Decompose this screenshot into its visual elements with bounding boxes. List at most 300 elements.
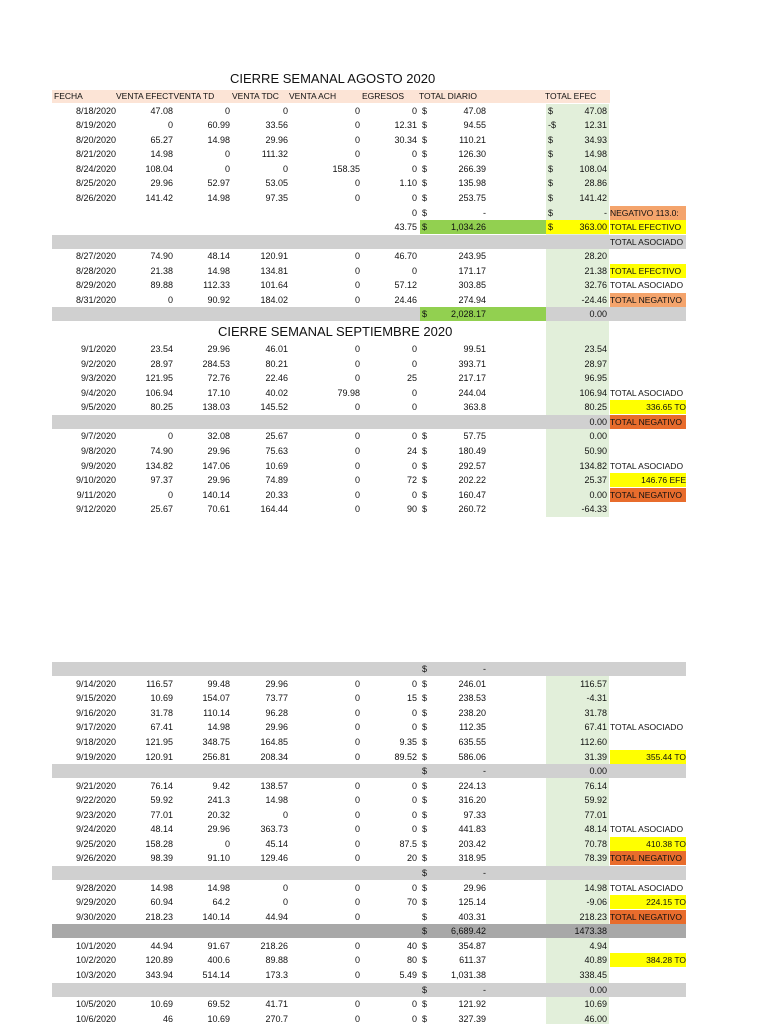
summary-note: TOTAL ASOCIADO	[610, 461, 684, 471]
cell-total-diario: 180.49	[458, 446, 486, 456]
cell-total-efec: 59.92	[584, 795, 607, 805]
cell-egresos: 46.70	[394, 251, 417, 261]
cell-fecha: 9/26/2020	[75, 853, 116, 863]
summary-note: TOTAL NEGATIVO	[610, 293, 686, 307]
cell-total-efec: 14.98	[584, 149, 607, 159]
cell-venta-efec: 44.94	[150, 941, 173, 951]
cell-total-efec: 40.89	[584, 955, 607, 965]
table-row	[0, 939, 768, 953]
cell-total-diario: 99.51	[463, 344, 486, 354]
summary-note: TOTAL ASOCIADO	[610, 388, 684, 398]
cell-venta-ach: 0	[354, 120, 360, 130]
september-title: CIERRE SEMANAL SEPTIEMBRE 2020	[218, 324, 453, 339]
cell-egresos: 0	[411, 722, 417, 732]
cell-total-efec: 363.00	[579, 222, 607, 232]
cell-fecha: 9/2/2020	[80, 359, 116, 369]
cell-fecha: 9/10/2020	[75, 475, 116, 485]
cell-total-efec: 32.76	[584, 280, 607, 290]
cell-venta-ach: 0	[354, 839, 360, 849]
cell-egresos: 9.35	[399, 737, 417, 747]
cell-venta-efec: 14.98	[150, 883, 173, 893]
cell-total-diario: 327.39	[458, 1014, 486, 1024]
cell-venta-tdc: 41.71	[265, 999, 288, 1009]
cell-dollar-sign: $	[422, 106, 428, 116]
cell-venta-tdc: 33.56	[265, 120, 288, 130]
cell-venta-efec: 89.88	[150, 280, 173, 290]
cell-venta-ach: 0	[354, 912, 360, 922]
cell-venta-efec: 10.69	[150, 999, 173, 1009]
cell-venta-tdc: 120.91	[260, 251, 288, 261]
cell-venta-tdc: 29.96	[265, 722, 288, 732]
cell-dollar-sign: $	[422, 708, 428, 718]
table-row	[0, 249, 768, 263]
cell-venta-ach: 0	[354, 193, 360, 203]
cell-dollar-sign: $	[422, 446, 428, 456]
cell-fecha: 8/28/2020	[75, 266, 116, 276]
cell-total-efec: 28.86	[584, 178, 607, 188]
cell-total-efec: 1473.38	[574, 926, 607, 936]
cell-venta-ach: 0	[354, 897, 360, 907]
table-row	[0, 357, 768, 371]
cell-venta-ach: 79.98	[337, 388, 360, 398]
cell-fecha: 8/27/2020	[75, 251, 116, 261]
cell-venta-efec: 21.38	[150, 266, 173, 276]
cell-venta-td: 154.07	[202, 693, 230, 703]
cell-fecha: 10/2/2020	[75, 955, 116, 965]
blank-gap	[546, 517, 609, 662]
cell-fecha: 8/24/2020	[75, 164, 116, 174]
cell-venta-efec: 48.14	[150, 824, 173, 834]
cell-venta-tdc: 111.32	[261, 149, 288, 159]
cell-egresos: 70	[406, 897, 417, 907]
cell-dollar-sign: $	[422, 504, 428, 514]
cell-egresos: 1.10	[399, 178, 417, 188]
cell-venta-efec: 67.41	[150, 722, 173, 732]
cell-venta-tdc: 53.05	[265, 178, 288, 188]
cell-egresos: 87.5	[399, 839, 417, 849]
cell-total-efec: -4.31	[586, 693, 607, 703]
cell-venta-ach: 0	[354, 737, 360, 747]
cell-egresos: 0	[411, 359, 417, 369]
cell-dollar-sign: $	[422, 737, 428, 747]
cell-venta-td: 0	[224, 106, 230, 116]
summary-note: TOTAL ASOCIADO	[610, 237, 684, 247]
cell-venta-ach: 0	[354, 708, 360, 718]
cell-venta-td: 138.03	[202, 402, 230, 412]
cell-fecha: 10/3/2020	[75, 970, 116, 980]
cell-venta-ach: 0	[354, 970, 360, 980]
cell-fecha: 8/20/2020	[75, 135, 116, 145]
cell-total-diario: -	[483, 208, 486, 218]
cell-dollar-sign: $	[422, 193, 428, 203]
cell-venta-ach: 0	[354, 679, 360, 689]
table-row	[0, 191, 768, 205]
august-title: CIERRE SEMANAL AGOSTO 2020	[230, 71, 436, 86]
cell-venta-td: 14.98	[207, 722, 230, 732]
cell-fecha: 9/9/2020	[80, 461, 116, 471]
cell-venta-ach: 0	[354, 955, 360, 965]
summary-note: 410.38 TO	[610, 837, 686, 851]
cell-venta-td: 48.14	[207, 251, 230, 261]
table-row	[0, 691, 768, 705]
summary-note: TOTAL NEGATIVO	[610, 851, 686, 865]
cell-egresos: 0	[411, 999, 417, 1009]
cell-venta-efec: 31.78	[150, 708, 173, 718]
cell-fecha: 9/23/2020	[75, 810, 116, 820]
cell-total-diario: 274.94	[458, 295, 486, 305]
cell-fecha: 9/17/2020	[75, 722, 116, 732]
cell-venta-tdc: 0	[282, 883, 288, 893]
cell-efec-sign: $	[548, 164, 554, 174]
cell-venta-efec: 97.37	[150, 475, 173, 485]
table-row	[0, 779, 768, 793]
cell-fecha: 8/31/2020	[75, 295, 116, 305]
cell-dollar-sign: $	[422, 722, 428, 732]
cell-venta-efec: 120.91	[145, 752, 173, 762]
cell-total-diario: 393.71	[458, 359, 486, 369]
cell-venta-td: 29.96	[207, 446, 230, 456]
cell-egresos: 0	[411, 679, 417, 689]
cell-total-diario: 1,034.26	[450, 222, 486, 232]
cell-venta-tdc: 208.34	[260, 752, 288, 762]
cell-venta-ach: 0	[354, 781, 360, 791]
cell-dollar-sign: $	[422, 839, 428, 849]
cell-venta-ach: 0	[354, 295, 360, 305]
cell-venta-efec: 120.89	[145, 955, 173, 965]
cell-total-diario: 318.95	[458, 853, 486, 863]
cell-fecha: 8/26/2020	[75, 193, 116, 203]
cell-efec-sign: $	[548, 193, 554, 203]
cell-venta-td: 9.42	[212, 781, 230, 791]
cell-egresos: 0	[411, 164, 417, 174]
summary-note: TOTAL EFECTIVO	[610, 220, 686, 234]
header-total-efec: TOTAL EFEC	[545, 91, 597, 101]
cell-venta-tdc: 270.7	[265, 1014, 288, 1024]
table-row	[0, 808, 768, 822]
cell-egresos: 43.75	[394, 222, 417, 232]
cell-total-diario: 246.01	[458, 679, 486, 689]
cell-venta-tdc: 0	[282, 106, 288, 116]
cell-fecha: 9/28/2020	[75, 883, 116, 893]
cell-venta-efec: 25.67	[150, 504, 173, 514]
cell-venta-tdc: 0	[282, 810, 288, 820]
cell-dollar-sign: $	[422, 178, 428, 188]
cell-venta-td: 140.14	[202, 490, 230, 500]
cell-total-diario: 94.55	[463, 120, 486, 130]
cell-fecha: 9/19/2020	[75, 752, 116, 762]
cell-venta-tdc: 129.46	[260, 853, 288, 863]
cell-venta-tdc: 184.02	[260, 295, 288, 305]
cell-total-efec: 0.00	[589, 417, 607, 427]
cell-venta-ach: 0	[354, 795, 360, 805]
cell-dollar-sign: $	[422, 853, 428, 863]
cell-dollar-sign: $	[422, 810, 428, 820]
cell-dollar-sign: $	[422, 795, 428, 805]
cell-venta-efec: 141.42	[145, 193, 173, 203]
cell-venta-td: 147.06	[202, 461, 230, 471]
cell-total-efec: 4.94	[589, 941, 607, 951]
cell-egresos: 72	[406, 475, 417, 485]
cell-egresos: 0	[411, 193, 417, 203]
cell-total-efec: 21.38	[584, 266, 607, 276]
cell-fecha: 8/25/2020	[75, 178, 116, 188]
table-row	[0, 764, 768, 778]
cell-total-efec: 48.14	[584, 824, 607, 834]
cell-total-diario: 110.21	[459, 135, 486, 145]
cell-venta-tdc: 73.77	[265, 693, 288, 703]
cell-dollar-sign: $	[422, 1014, 428, 1024]
cell-venta-ach: 0	[354, 461, 360, 471]
cell-egresos: 30.34	[394, 135, 417, 145]
cell-venta-tdc: 138.57	[260, 781, 288, 791]
cell-venta-efec: 0	[167, 295, 173, 305]
cell-total-efec: 77.01	[584, 810, 607, 820]
cell-fecha: 10/1/2020	[75, 941, 116, 951]
cell-total-efec: 0.00	[589, 766, 607, 776]
cell-dollar-sign: $	[422, 752, 428, 762]
cell-venta-tdc: 134.81	[260, 266, 288, 276]
cell-total-diario: 635.55	[458, 737, 486, 747]
cell-total-diario: 354.87	[458, 941, 486, 951]
table-row	[0, 147, 768, 161]
cell-venta-tdc: 173.3	[265, 970, 288, 980]
cell-venta-td: 14.98	[207, 883, 230, 893]
cell-venta-efec: 23.54	[150, 344, 173, 354]
cell-venta-efec: 46	[162, 1014, 173, 1024]
cell-egresos: 0	[411, 883, 417, 893]
header-egresos: EGRESOS	[362, 91, 405, 101]
cell-total-diario: 260.72	[458, 504, 486, 514]
table-row	[0, 968, 768, 982]
cell-total-efec: 14.98	[584, 883, 607, 893]
cell-fecha: 9/5/2020	[80, 402, 116, 412]
table-row	[0, 502, 768, 516]
cell-total-efec: -64.33	[581, 504, 607, 514]
header-venta-efec-td: VENTA EFECTVENTA TD	[116, 91, 215, 101]
cell-egresos: 12.31	[394, 120, 417, 130]
cell-efec-sign: $	[548, 135, 554, 145]
cell-venta-efec: 158.28	[145, 839, 173, 849]
cell-venta-ach: 0	[354, 266, 360, 276]
cell-efec-sign: $	[548, 222, 554, 232]
cell-total-efec: 47.08	[584, 106, 607, 116]
cell-fecha: 9/25/2020	[75, 839, 116, 849]
cell-venta-tdc: 14.98	[265, 795, 288, 805]
cell-total-diario: 244.04	[458, 388, 486, 398]
cell-egresos: 0	[411, 708, 417, 718]
cell-venta-tdc: 145.52	[260, 402, 288, 412]
cell-total-diario: 112.35	[459, 722, 486, 732]
summary-note: NEGATIVO 113.0:	[610, 206, 686, 220]
cell-dollar-sign: $	[422, 941, 428, 951]
cell-venta-ach: 0	[354, 135, 360, 145]
cell-venta-efec: 343.94	[145, 970, 173, 980]
cell-efec-sign: $	[548, 178, 554, 188]
cell-total-efec: 50.90	[584, 446, 607, 456]
cell-dollar-sign: $	[422, 868, 428, 878]
cell-fecha: 8/18/2020	[75, 106, 116, 116]
cell-venta-ach: 0	[354, 752, 360, 762]
cell-dollar-sign: $	[422, 309, 428, 319]
cell-venta-tdc: 0	[282, 164, 288, 174]
cell-venta-tdc: 218.26	[260, 941, 288, 951]
cell-venta-td: 99.48	[207, 679, 230, 689]
cell-venta-ach: 0	[354, 344, 360, 354]
cell-venta-tdc: 0	[282, 897, 288, 907]
table-row	[0, 662, 768, 676]
cell-venta-td: 64.2	[212, 897, 230, 907]
cell-dollar-sign: $	[422, 912, 428, 922]
table-row	[0, 118, 768, 132]
cell-venta-tdc: 363.73	[260, 824, 288, 834]
cell-venta-ach: 0	[354, 178, 360, 188]
cell-venta-ach: 0	[354, 824, 360, 834]
table-row	[0, 924, 768, 938]
cell-venta-tdc: 89.88	[265, 955, 288, 965]
cell-fecha: 9/29/2020	[75, 897, 116, 907]
cell-venta-tdc: 74.89	[265, 475, 288, 485]
cell-egresos: 0	[411, 388, 417, 398]
summary-note: 336.65 TO	[610, 400, 686, 414]
cell-total-diario: 29.96	[463, 883, 486, 893]
cell-venta-efec: 76.14	[150, 781, 173, 791]
cell-dollar-sign: $	[422, 781, 428, 791]
cell-total-diario: 160.47	[458, 490, 486, 500]
table-row	[0, 444, 768, 458]
cell-dollar-sign: $	[422, 431, 428, 441]
cell-total-efec: -	[604, 208, 607, 218]
cell-venta-tdc: 101.64	[260, 280, 288, 290]
cell-dollar-sign: $	[422, 824, 428, 834]
cell-dollar-sign: $	[422, 135, 428, 145]
cell-venta-td: 10.69	[207, 1014, 230, 1024]
summary-note: TOTAL ASOCIADO	[610, 722, 684, 732]
cell-venta-tdc: 25.67	[265, 431, 288, 441]
cell-total-efec: -9.06	[586, 897, 607, 907]
cell-venta-tdc: 29.96	[265, 135, 288, 145]
cell-egresos: 0	[411, 344, 417, 354]
cell-total-efec: 116.57	[580, 679, 607, 689]
cell-total-diario: -	[483, 868, 486, 878]
cell-dollar-sign: $	[422, 222, 428, 232]
cell-total-diario: 403.31	[458, 912, 486, 922]
cell-total-efec: 12.31	[584, 120, 607, 130]
cell-dollar-sign: $	[422, 926, 428, 936]
cell-venta-td: 32.08	[207, 431, 230, 441]
table-row	[0, 983, 768, 997]
cell-total-efec: 80.25	[584, 402, 607, 412]
cell-total-diario: 586.06	[458, 752, 486, 762]
table-row	[0, 307, 768, 321]
header-venta-ach: VENTA ACH	[289, 91, 337, 101]
cell-egresos: 0	[411, 149, 417, 159]
cell-venta-td: 14.98	[207, 266, 230, 276]
cell-venta-ach: 0	[354, 251, 360, 261]
header-fecha: FECHA	[54, 91, 83, 101]
cell-venta-td: 29.96	[207, 824, 230, 834]
cell-venta-efec: 218.23	[145, 912, 173, 922]
cell-total-diario: 243.95	[458, 251, 486, 261]
cell-total-diario: 441.83	[458, 824, 486, 834]
cell-total-efec: 112.60	[580, 737, 607, 747]
cell-egresos: 0	[411, 208, 417, 218]
summary-note: 224.15 TO	[610, 895, 686, 909]
cell-total-diario: 238.53	[458, 693, 486, 703]
cell-dollar-sign: $	[422, 679, 428, 689]
cell-venta-ach: 0	[354, 373, 360, 383]
cell-venta-efec: 59.92	[150, 795, 173, 805]
cell-venta-ach: 0	[354, 446, 360, 456]
cell-venta-ach: 0	[354, 359, 360, 369]
cell-efec-sign: -$	[548, 120, 557, 130]
cell-venta-td: 514.14	[202, 970, 230, 980]
cell-total-diario: 6,689.42	[450, 926, 486, 936]
cell-venta-efec: 121.95	[145, 373, 173, 383]
cell-dollar-sign: $	[422, 883, 428, 893]
cell-total-diario: 135.98	[458, 178, 486, 188]
cell-fecha: 9/24/2020	[75, 824, 116, 834]
table-row	[0, 735, 768, 749]
cell-venta-td: 69.52	[207, 999, 230, 1009]
cell-dollar-sign: $	[422, 970, 428, 980]
cell-venta-ach: 0	[354, 504, 360, 514]
table-row	[0, 677, 768, 691]
cell-venta-tdc: 44.94	[265, 912, 288, 922]
cell-venta-efec: 106.94	[145, 388, 173, 398]
cell-venta-td: 0	[224, 839, 230, 849]
cell-fecha: 9/1/2020	[80, 344, 116, 354]
cell-dollar-sign: $	[422, 164, 428, 174]
table-row	[0, 706, 768, 720]
cell-total-efec: 134.82	[579, 461, 607, 471]
cell-dollar-sign: $	[422, 208, 428, 218]
cell-fecha: 9/18/2020	[75, 737, 116, 747]
cell-venta-tdc: 20.33	[265, 490, 288, 500]
cell-venta-ach: 0	[354, 402, 360, 412]
cell-total-diario: 47.08	[463, 106, 486, 116]
cell-fecha: 9/14/2020	[75, 679, 116, 689]
cell-dollar-sign: $	[422, 693, 428, 703]
cell-total-efec: 28.97	[584, 359, 607, 369]
cell-egresos: 0	[411, 431, 417, 441]
cell-total-efec: 0.00	[589, 490, 607, 500]
cell-venta-td: 20.32	[207, 810, 230, 820]
cell-total-efec: 76.14	[584, 781, 607, 791]
cell-total-diario: 316.20	[458, 795, 486, 805]
cell-venta-efec: 98.39	[150, 853, 173, 863]
cell-egresos: 15	[406, 693, 417, 703]
cell-venta-td: 14.98	[207, 193, 230, 203]
cell-venta-td: 70.61	[207, 504, 230, 514]
cell-total-diario: 303.85	[458, 280, 486, 290]
cell-egresos: 0	[411, 810, 417, 820]
table-row	[0, 162, 768, 176]
summary-note: TOTAL NEGATIVO	[610, 415, 686, 429]
header-total-diario: TOTAL DIARIO	[419, 91, 477, 101]
table-row	[0, 342, 768, 356]
cell-fecha: 9/7/2020	[80, 431, 116, 441]
cell-fecha: 9/15/2020	[75, 693, 116, 703]
cell-egresos: 40	[406, 941, 417, 951]
cell-venta-ach: 0	[354, 431, 360, 441]
cell-venta-efec: 74.90	[150, 251, 173, 261]
cell-total-efec: 0.00	[589, 431, 607, 441]
cell-venta-ach: 0	[354, 722, 360, 732]
cell-fecha: 9/22/2020	[75, 795, 116, 805]
cell-fecha: 8/19/2020	[75, 120, 116, 130]
cell-venta-td: 17.10	[207, 388, 230, 398]
cell-venta-td: 140.14	[202, 912, 230, 922]
